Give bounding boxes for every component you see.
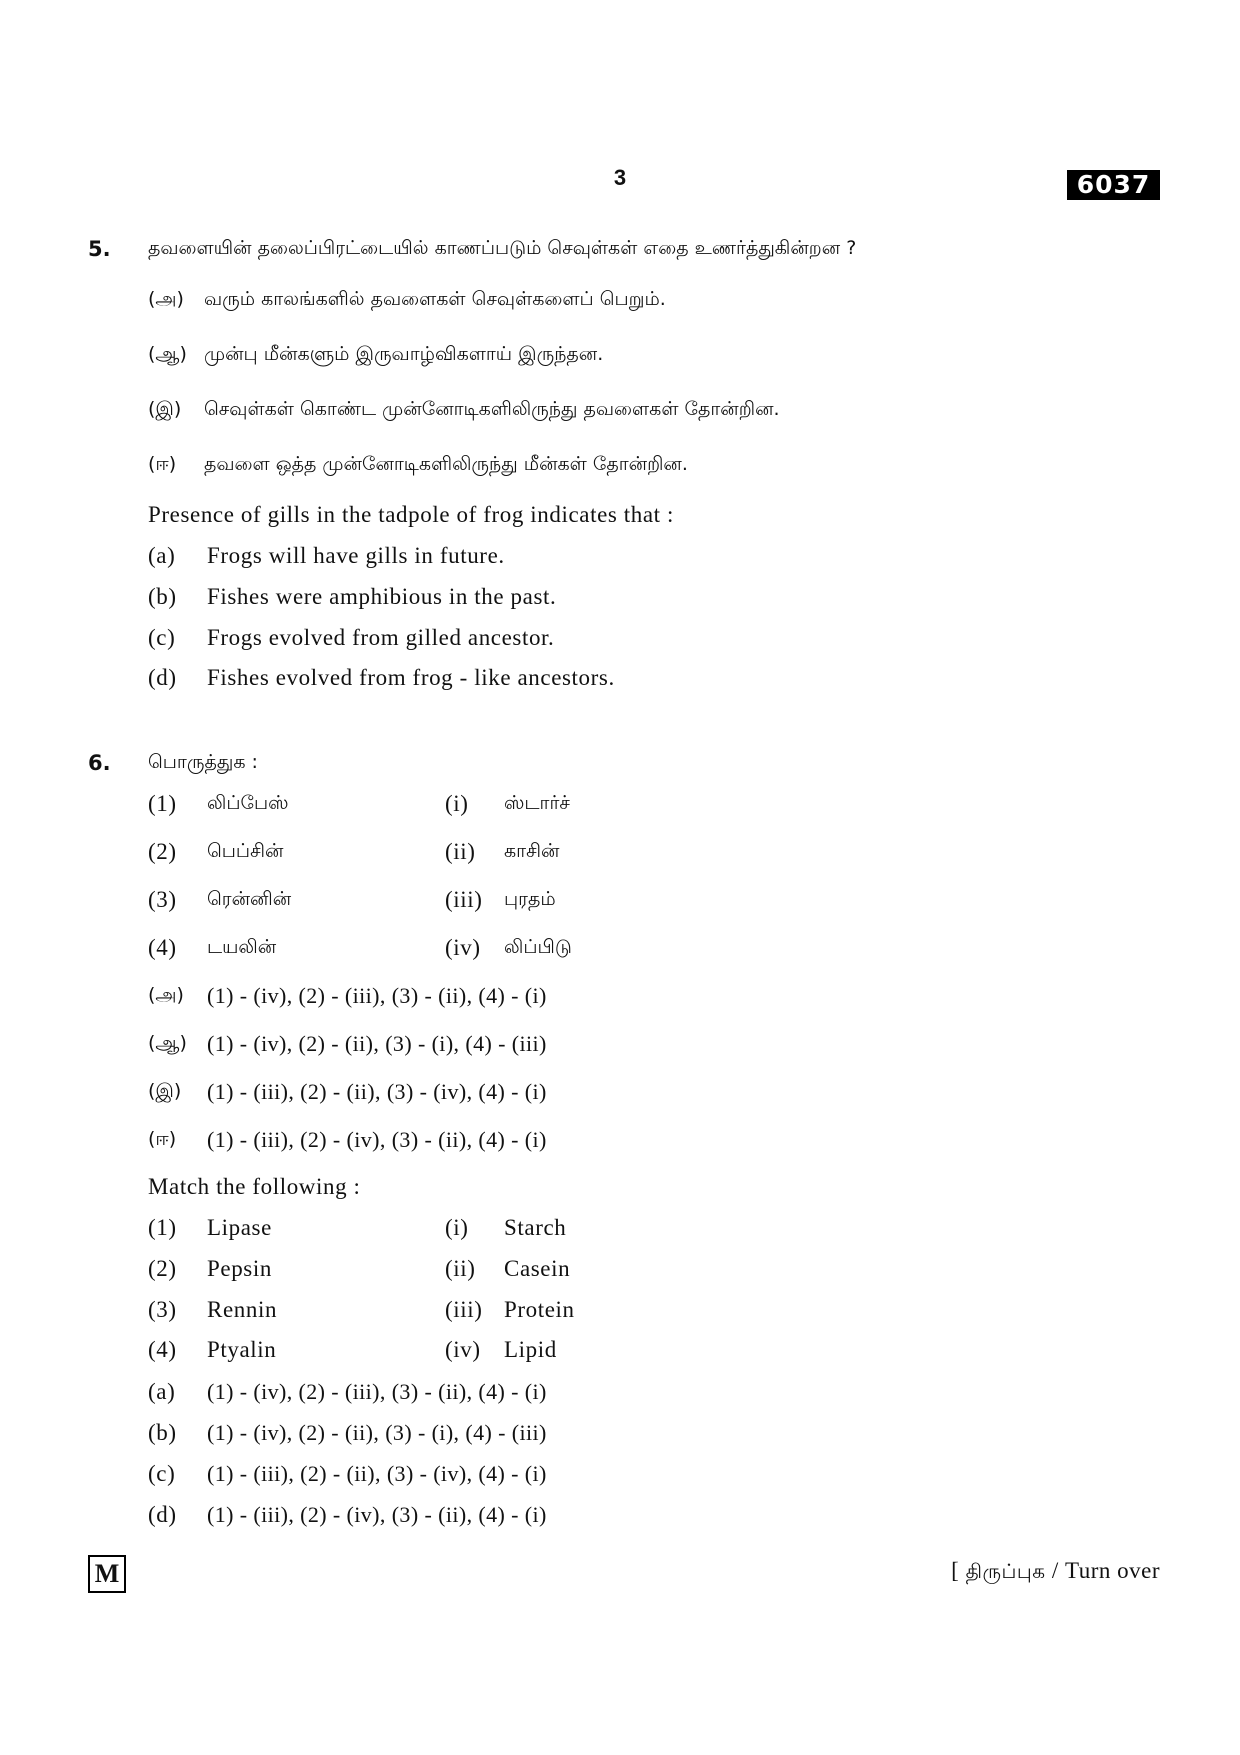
question-6-number: 6. xyxy=(88,751,111,775)
q6-tamil-right-item: காசின் xyxy=(504,840,560,862)
q6-english-right-item: Lipid xyxy=(504,1337,557,1362)
q6-tamil-option-label: (அ) xyxy=(148,984,184,1006)
q5-tamil-option-text: முன்பு மீன்களும் இருவாழ்விகளாய் இருந்தன. xyxy=(204,343,604,365)
q5-english-option-text: Frogs will have gills in future. xyxy=(207,543,505,568)
q6-english-left-item: Ptyalin xyxy=(207,1337,277,1362)
q5-english-option-label: (c) xyxy=(148,625,176,650)
q6-tamil-left-label: (4) xyxy=(148,935,177,960)
q6-english-right-item: Protein xyxy=(504,1297,575,1322)
q5-tamil-option-label: (அ) xyxy=(148,288,184,310)
q5-english-option-label: (a) xyxy=(148,543,176,568)
turn-over-english: Turn over xyxy=(1064,1558,1160,1583)
q6-tamil-option-label: (இ) xyxy=(148,1080,182,1102)
turn-over-bracket: [ xyxy=(951,1558,960,1583)
q6-english-left-label: (2) xyxy=(148,1256,177,1281)
q6-english-right-label: (iv) xyxy=(445,1337,481,1362)
q6-tamil-option-text: (1) - (iv), (2) - (iii), (3) - (ii), (4) - (i) xyxy=(207,983,547,1008)
page-number: 3 xyxy=(613,165,627,190)
q6-tamil-option-text: (1) - (iv), (2) - (ii), (3) - (i), (4) - (iii) xyxy=(207,1031,547,1056)
q6-english-right-item: Casein xyxy=(504,1256,571,1281)
q6-english-left-label: (3) xyxy=(148,1297,177,1322)
paper-code-badge: 6037 xyxy=(1067,170,1160,200)
q6-tamil-right-label: (iv) xyxy=(445,935,481,960)
q6-english-option-label: (a) xyxy=(148,1379,176,1404)
question-5-number: 5. xyxy=(88,237,111,261)
q5-tamil-option-label: (இ) xyxy=(148,398,182,420)
q6-tamil-right-item: புரதம் xyxy=(504,888,556,910)
q6-tamil-left-label: (3) xyxy=(148,887,177,912)
question-6-tamil-stem: பொருத்துக : xyxy=(148,751,258,773)
q5-english-option-text: Frogs evolved from gilled ancestor. xyxy=(207,625,555,650)
q6-tamil-left-item: டயலின் xyxy=(207,936,277,958)
q6-tamil-option-text: (1) - (iii), (2) - (iv), (3) - (ii), (4) - (i) xyxy=(207,1127,547,1152)
q6-english-right-item: Starch xyxy=(504,1215,567,1240)
q6-english-left-label: (4) xyxy=(148,1337,177,1362)
q6-tamil-right-label: (i) xyxy=(445,791,469,816)
q5-english-option-label: (d) xyxy=(148,665,177,690)
q6-english-option-label: (d) xyxy=(148,1502,177,1527)
q6-english-option-label: (b) xyxy=(148,1420,177,1445)
question-6-english-stem: Match the following : xyxy=(148,1174,361,1199)
q6-english-left-item: Rennin xyxy=(207,1297,278,1322)
question-5-english-stem: Presence of gills in the tadpole of frog indicates that : xyxy=(148,502,675,527)
q5-english-option-text: Fishes evolved from frog - like ancestors. xyxy=(207,665,615,690)
q6-english-left-item: Lipase xyxy=(207,1215,272,1240)
q5-tamil-option-label: (ஈ) xyxy=(148,453,177,475)
q6-english-left-item: Pepsin xyxy=(207,1256,272,1281)
q6-english-right-label: (iii) xyxy=(445,1297,483,1322)
q6-tamil-left-item: ரென்னின் xyxy=(207,888,292,910)
q6-english-option-text: (1) - (iii), (2) - (ii), (3) - (iv), (4) - (i) xyxy=(207,1461,547,1486)
q6-tamil-left-label: (1) xyxy=(148,791,177,816)
q5-tamil-option-label: (ஆ) xyxy=(148,343,187,365)
q6-tamil-left-label: (2) xyxy=(148,839,177,864)
turn-over-tamil: திருப்புக xyxy=(965,1559,1046,1583)
q6-tamil-option-text: (1) - (iii), (2) - (ii), (3) - (iv), (4) - (i) xyxy=(207,1079,547,1104)
q6-tamil-left-item: லிப்பேஸ் xyxy=(207,792,289,814)
q6-tamil-left-item: பெப்சின் xyxy=(207,840,284,862)
q6-tamil-right-item: ஸ்டார்ச் xyxy=(504,792,570,814)
q6-english-left-label: (1) xyxy=(148,1215,177,1240)
q6-tamil-option-label: (ஆ) xyxy=(148,1032,187,1054)
q6-tamil-right-item: லிப்பிடு xyxy=(504,936,572,958)
turn-over-separator: / xyxy=(1051,1558,1059,1583)
series-mark-box: M xyxy=(88,1555,126,1593)
q6-english-option-text: (1) - (iv), (2) - (iii), (3) - (ii), (4) - (i) xyxy=(207,1379,547,1404)
q5-tamil-option-text: வரும் காலங்களில் தவளைகள் செவுள்களைப் பெறும். xyxy=(204,288,666,310)
q5-english-option-text: Fishes were amphibious in the past. xyxy=(207,584,557,609)
q6-tamil-option-label: (ஈ) xyxy=(148,1128,177,1150)
q6-english-option-text: (1) - (iv), (2) - (ii), (3) - (i), (4) - (iii) xyxy=(207,1420,547,1445)
q6-english-option-label: (c) xyxy=(148,1461,176,1486)
q6-tamil-right-label: (iii) xyxy=(445,887,483,912)
turn-over-note xyxy=(951,1558,1160,1586)
q6-english-option-text: (1) - (iii), (2) - (iv), (3) - (ii), (4) - (i) xyxy=(207,1502,547,1527)
q5-tamil-option-text: செவுள்கள் கொண்ட முன்னோடிகளிலிருந்து தவளைகள் தோன்றின. xyxy=(204,398,780,420)
q6-english-right-label: (i) xyxy=(445,1215,469,1240)
q5-tamil-option-text: தவளை ஒத்த முன்னோடிகளிலிருந்து மீன்கள் தோன்றின. xyxy=(204,453,688,475)
q5-english-option-label: (b) xyxy=(148,584,177,609)
q6-tamil-right-label: (ii) xyxy=(445,839,476,864)
question-5-tamil-stem: தவளையின் தலைப்பிரட்டையில் காணப்படும் செவுள்கள் எதை உணர்த்துகின்றன ? xyxy=(148,237,857,259)
q6-english-right-label: (ii) xyxy=(445,1256,476,1281)
